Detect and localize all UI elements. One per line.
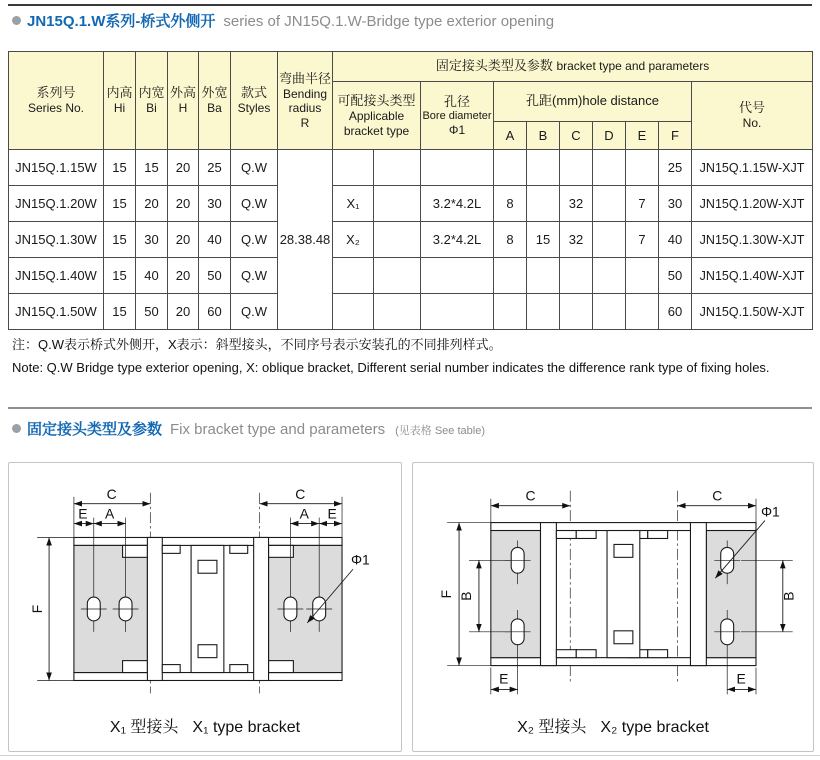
header-bi bbox=[136, 52, 168, 150]
header-col-b: B bbox=[527, 122, 560, 150]
header-code bbox=[692, 82, 813, 150]
cell-bracket2 bbox=[374, 150, 421, 186]
cell-F: 40 bbox=[659, 222, 692, 258]
header-ba-en: Ba bbox=[207, 101, 222, 116]
x1-dim-e-left: E bbox=[78, 505, 88, 522]
x2-dim-phi: Φ1 bbox=[760, 503, 780, 520]
cell-bracket2 bbox=[374, 294, 421, 330]
cell-code: JN15Q.1.30W-XJT bbox=[692, 222, 813, 258]
cell-C: 32 bbox=[560, 186, 593, 222]
cell-bracket: X₂ bbox=[333, 222, 374, 258]
cell-A bbox=[494, 150, 527, 186]
header-h-zh: 外高 bbox=[169, 85, 196, 101]
cell-bracket2 bbox=[374, 186, 421, 222]
x1-dim-c-left: C bbox=[106, 485, 117, 502]
cell-bracket2 bbox=[374, 222, 421, 258]
header-bore-sym: Φ1 bbox=[448, 123, 466, 138]
spec-table bbox=[8, 51, 813, 330]
cell-C bbox=[560, 258, 593, 294]
header-group-en: bracket type and parameters bbox=[556, 59, 710, 74]
header-hi bbox=[104, 52, 136, 150]
table-row bbox=[9, 294, 813, 330]
cell-E bbox=[626, 150, 659, 186]
x2-structure bbox=[491, 523, 756, 666]
cell-series: JN15Q.1.40W bbox=[9, 258, 104, 294]
cell-series: JN15Q.1.20W bbox=[9, 186, 104, 222]
header-series-zh: 系列号 bbox=[36, 85, 76, 101]
header-h-en: H bbox=[178, 101, 188, 116]
cell-E bbox=[626, 258, 659, 294]
header-bore-zh: 孔径 bbox=[443, 93, 470, 109]
cell-D bbox=[593, 150, 626, 186]
section1-title-en: series of JN15Q.1.W-Bridge type exterior opening bbox=[223, 13, 555, 30]
top-rule bbox=[8, 4, 812, 6]
cell-F: 25 bbox=[659, 150, 692, 186]
cell-hi: 15 bbox=[104, 222, 136, 258]
header-bi-en: Bi bbox=[146, 101, 157, 116]
section2-title-en: Fix bracket type and parameters bbox=[170, 421, 386, 438]
header-col-c: C bbox=[560, 122, 593, 150]
cell-E: 7 bbox=[626, 222, 659, 258]
section1-title-zh: JN15Q.1.W系列-桥式外侧开 bbox=[27, 13, 216, 30]
cell-series: JN15Q.1.15W bbox=[9, 150, 104, 186]
x2-dim-b-right: B bbox=[780, 591, 797, 601]
cell-B: 15 bbox=[527, 222, 560, 258]
table-row bbox=[9, 258, 813, 294]
cell-bi: 30 bbox=[136, 222, 168, 258]
cell-A: 8 bbox=[494, 222, 527, 258]
header-applicable-en: Applicable bracket type bbox=[343, 109, 410, 138]
header-bracket-group bbox=[333, 52, 813, 82]
cell-C bbox=[560, 150, 593, 186]
x1-dim-phi: Φ1 bbox=[350, 551, 370, 568]
cell-C bbox=[560, 294, 593, 330]
cell-bore bbox=[421, 150, 494, 186]
cell-style: Q.W bbox=[231, 222, 278, 258]
header-hole-distance-label: 孔距(mm)hole distance bbox=[526, 93, 659, 109]
cell-A: 8 bbox=[494, 186, 527, 222]
cell-B bbox=[527, 258, 560, 294]
header-series-en: Series No. bbox=[27, 101, 85, 116]
header-bore-en: Bore diameter bbox=[422, 109, 492, 122]
cell-h: 20 bbox=[168, 186, 199, 222]
cell-bore: 3.2*4.2L bbox=[421, 186, 494, 222]
cell-D bbox=[593, 258, 626, 294]
header-ba bbox=[199, 52, 231, 150]
diagram-x2-box bbox=[412, 462, 814, 752]
header-radius-en: Bending radius bbox=[282, 87, 328, 116]
bottom-rule bbox=[0, 755, 820, 756]
header-series bbox=[9, 52, 104, 150]
cell-bracket bbox=[333, 294, 374, 330]
cell-bi: 20 bbox=[136, 186, 168, 222]
cell-C: 32 bbox=[560, 222, 593, 258]
cell-style: Q.W bbox=[231, 258, 278, 294]
cell-ba: 25 bbox=[199, 150, 231, 186]
bullet-icon bbox=[12, 424, 21, 433]
cell-ba: 60 bbox=[199, 294, 231, 330]
x1-dim-a-right: A bbox=[299, 505, 309, 522]
header-radius-zh: 弯曲半径 bbox=[278, 70, 331, 86]
x1-caption bbox=[9, 714, 401, 737]
cell-D bbox=[593, 294, 626, 330]
header-col-d: D bbox=[593, 122, 626, 150]
header-bore bbox=[421, 82, 494, 150]
section-divider bbox=[8, 407, 812, 409]
cell-A bbox=[494, 258, 527, 294]
header-col-f: F bbox=[659, 122, 692, 150]
x2-dim-c-left: C bbox=[525, 487, 536, 504]
table-row bbox=[9, 222, 813, 258]
header-styles bbox=[231, 52, 278, 150]
cell-bore: 3.2*4.2L bbox=[421, 222, 494, 258]
cell-style: Q.W bbox=[231, 186, 278, 222]
cell-E: 7 bbox=[626, 186, 659, 222]
spec-table-body bbox=[9, 150, 813, 330]
x1-dim-f: F bbox=[29, 604, 46, 614]
header-hole-distance bbox=[494, 82, 692, 122]
x1-dim-a-left: A bbox=[105, 505, 115, 522]
cell-B bbox=[527, 186, 560, 222]
cell-bending-radius: 28.38.48 bbox=[278, 150, 333, 330]
cell-series: JN15Q.1.50W bbox=[9, 294, 104, 330]
cell-code: JN15Q.1.15W-XJT bbox=[692, 150, 813, 186]
cell-D bbox=[593, 222, 626, 258]
cell-code: JN15Q.1.20W-XJT bbox=[692, 186, 813, 222]
cell-h: 20 bbox=[168, 294, 199, 330]
x2-caption-en: X₂ type bracket bbox=[600, 719, 709, 736]
cell-bi: 15 bbox=[136, 150, 168, 186]
header-code-en: No. bbox=[742, 116, 762, 131]
header-h bbox=[168, 52, 199, 150]
x1-caption-zh: X₁ 型接头 bbox=[109, 719, 179, 736]
section1-title bbox=[12, 10, 554, 31]
x2-dim-e-left: E bbox=[499, 670, 509, 687]
x1-dim-e-right: E bbox=[327, 505, 337, 522]
note-zh: 注：Q.W表示桥式外侧开，X表示：斜型接头，不同序号表示安装孔的不同排列样式。 bbox=[12, 337, 502, 352]
cell-bi: 50 bbox=[136, 294, 168, 330]
table-row bbox=[9, 186, 813, 222]
cell-A bbox=[494, 294, 527, 330]
cell-B bbox=[527, 294, 560, 330]
header-group-zh: 固定接头类型及参数 bbox=[435, 58, 553, 74]
cell-F: 30 bbox=[659, 186, 692, 222]
header-col-a: A bbox=[494, 122, 527, 150]
cell-F: 50 bbox=[659, 258, 692, 294]
header-hi-en: Hi bbox=[113, 101, 126, 116]
x2-dim-e-right: E bbox=[736, 670, 746, 687]
cell-series: JN15Q.1.30W bbox=[9, 222, 104, 258]
x2-dim-c-right: C bbox=[712, 487, 723, 504]
header-col-e: E bbox=[626, 122, 659, 150]
x1-caption-en: X₁ type bracket bbox=[192, 719, 301, 736]
header-styles-zh: 款式 bbox=[240, 85, 267, 101]
header-hi-zh: 内高 bbox=[106, 85, 133, 101]
cell-ba: 30 bbox=[199, 186, 231, 222]
cell-bi: 40 bbox=[136, 258, 168, 294]
note-en: Note: Q.W Bridge type exterior opening, X: oblique bracket, Different serial number indicates the difference rank type of fixing holes. bbox=[12, 359, 770, 375]
cell-h: 20 bbox=[168, 222, 199, 258]
cell-ba: 50 bbox=[199, 258, 231, 294]
x2-dim-b-left: B bbox=[457, 591, 474, 601]
header-applicable-zh: 可配接头类型 bbox=[337, 92, 416, 108]
cell-bracket bbox=[333, 258, 374, 294]
cell-style: Q.W bbox=[231, 150, 278, 186]
note-block bbox=[12, 334, 770, 380]
header-code-zh: 代号 bbox=[739, 100, 766, 116]
cell-ba: 40 bbox=[199, 222, 231, 258]
cell-F: 60 bbox=[659, 294, 692, 330]
cell-hi: 15 bbox=[104, 294, 136, 330]
cell-h: 20 bbox=[168, 150, 199, 186]
bullet-icon bbox=[12, 16, 21, 25]
cell-B bbox=[527, 150, 560, 186]
table-row bbox=[9, 150, 813, 186]
section2-title bbox=[12, 418, 485, 439]
section2-aside: (见表格 See table) bbox=[395, 425, 485, 437]
x2-caption-zh: X₂ 型接头 bbox=[517, 719, 587, 736]
x2-caption bbox=[413, 714, 813, 737]
section2-title-zh: 固定接头类型及参数 bbox=[27, 421, 163, 438]
cell-code: JN15Q.1.50W-XJT bbox=[692, 294, 813, 330]
header-bending-radius bbox=[278, 52, 333, 150]
diagram-x1 bbox=[9, 463, 399, 749]
diagram-x2 bbox=[413, 463, 811, 749]
cell-bore bbox=[421, 258, 494, 294]
diagram-x1-box bbox=[8, 462, 402, 752]
cell-code: JN15Q.1.40W-XJT bbox=[692, 258, 813, 294]
cell-hi: 15 bbox=[104, 258, 136, 294]
cell-D bbox=[593, 186, 626, 222]
cell-hi: 15 bbox=[104, 150, 136, 186]
cell-bracket2 bbox=[374, 258, 421, 294]
cell-hi: 15 bbox=[104, 186, 136, 222]
cell-E bbox=[626, 294, 659, 330]
cell-h: 20 bbox=[168, 258, 199, 294]
header-radius-sym: R bbox=[300, 115, 310, 130]
x2-dim-f: F bbox=[438, 589, 455, 599]
header-applicable bbox=[333, 82, 421, 150]
header-bi-zh: 内宽 bbox=[138, 85, 165, 101]
header-styles-en: Styles bbox=[237, 101, 271, 116]
cell-style: Q.W bbox=[231, 294, 278, 330]
x1-dim-c-right: C bbox=[295, 485, 306, 502]
cell-bracket: X₁ bbox=[333, 186, 374, 222]
cell-bore bbox=[421, 294, 494, 330]
cell-bracket bbox=[333, 150, 374, 186]
header-ba-zh: 外宽 bbox=[201, 85, 228, 101]
